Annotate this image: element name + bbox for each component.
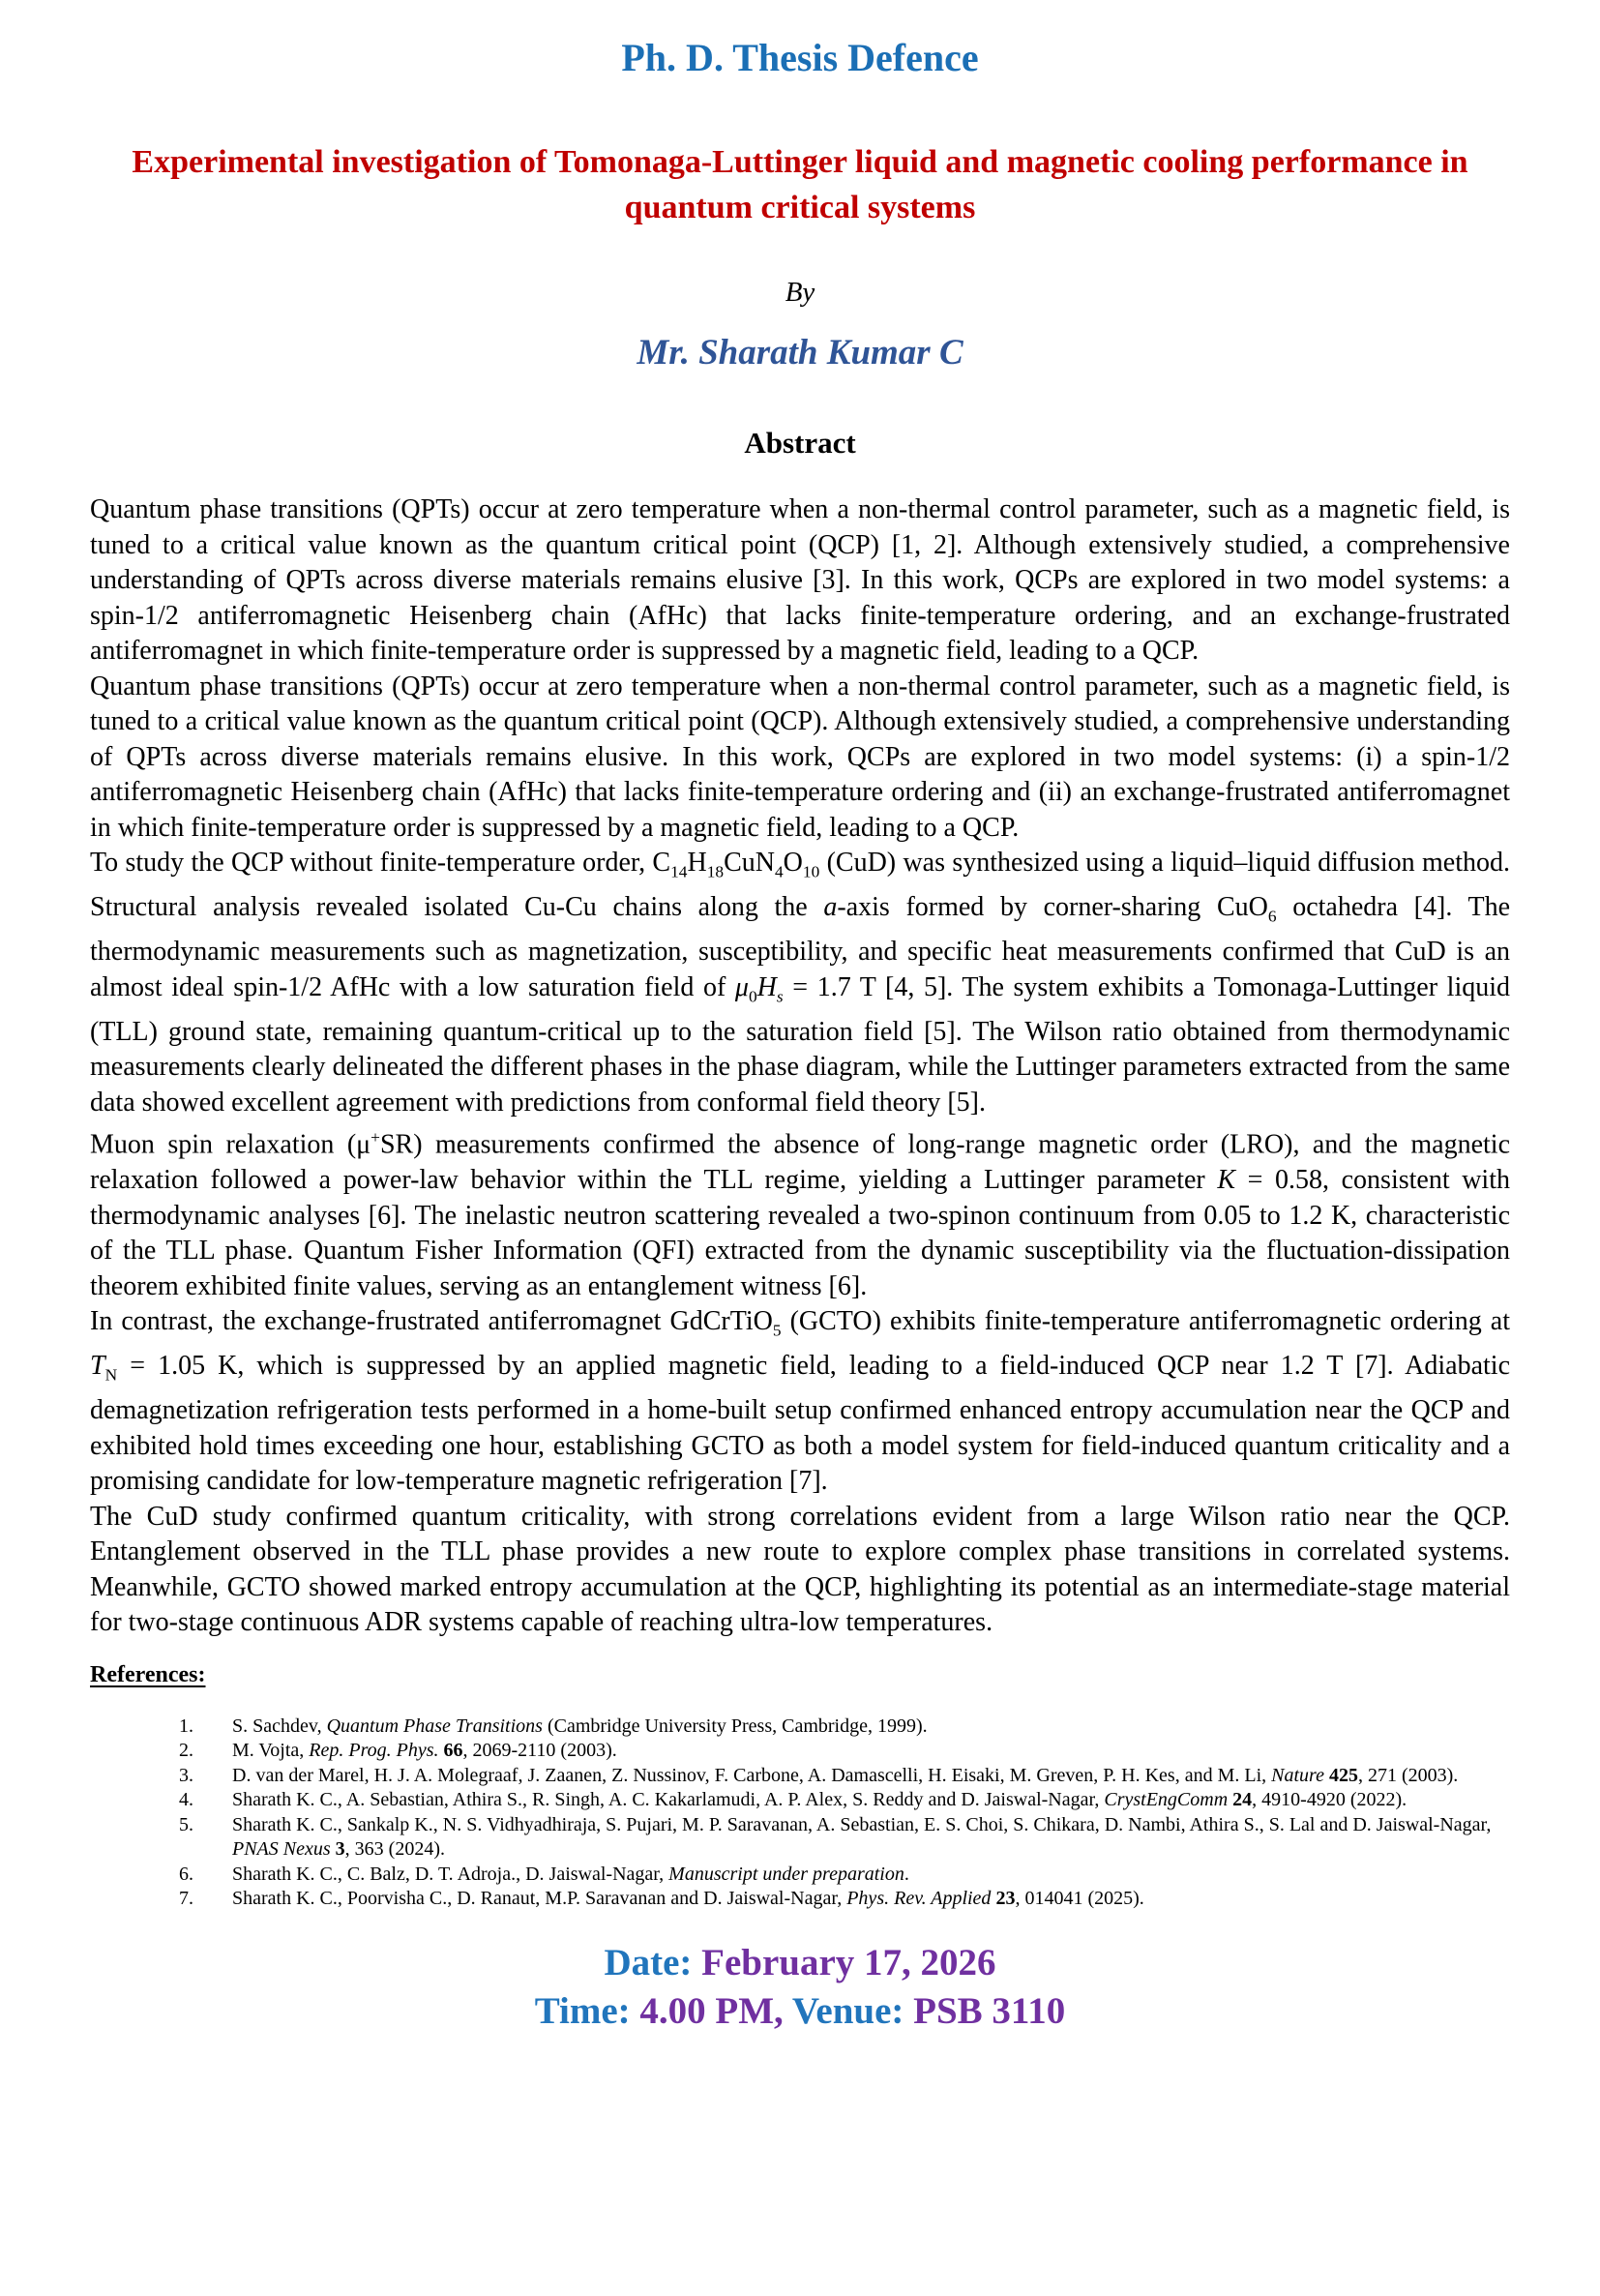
text-run: 425 <box>1328 1764 1358 1786</box>
text-run: , 363 (2024). <box>344 1838 445 1861</box>
text-run: Date: <box>604 1941 702 1983</box>
text-run: H <box>687 848 707 878</box>
text-run: To study the QCP without finite-temperature order, C <box>90 848 671 878</box>
text-run: Quantum phase transitions (QPTs) occur at zero temperature when a non-thermal control parameter, such as a magnetic field, is tuned to a critical value known as the quantum critical point (QCP) [1, 2]. Although extensively studied, a comprehensive understanding of QPTs across diverse materials remains elusive [3]. In this work, QCPs are explored in two model systems: a spin-1/2 antiferromagnetic Heisenberg chain (AfHc) that lacks finite-temperature ordering, and an exchange-frustrated antiferromagnet in which finite-temperature order is suppressed by a magnetic field, leading to a QCP. <box>90 494 1510 666</box>
text-run: , 271 (2003). <box>1357 1764 1459 1786</box>
reference-item <box>90 1887 1510 1912</box>
abstract-heading: Abstract <box>744 426 856 460</box>
speaker-name: Mr. Sharath Kumar C <box>637 333 963 373</box>
text-run: Sharath K. C., Sankalp K., N. S. Vidhyadhiraja, S. Pujari, M. P. Saravanan, A. Sebastian, E. S. Choi, S. Chikara, D. Nambi, Athira S., S. Lal and D. Jaiswal-Nagar, <box>232 1813 1492 1835</box>
text-run: Quantum Phase Transitions <box>326 1715 543 1737</box>
text-run: 3 <box>335 1838 345 1861</box>
text-run: , 014041 (2025). <box>1015 1888 1144 1910</box>
text-run: D. van der Marel, H. J. A. Molegraaf, J. Zaanen, Z. Nussinov, F. Carbone, A. Damascelli, H. Eisaki, M. Greven, P. H. Kes, and M. Li, <box>232 1764 1272 1786</box>
date-line <box>90 1939 1510 1987</box>
text-run: . <box>904 1863 909 1885</box>
text-run: H <box>756 971 777 1002</box>
text-run: Sharath K. C., Poorvisha C., D. Ranaut, M.P. Saravanan and D. Jaiswal-Nagar, <box>232 1888 847 1910</box>
text-run: 18 <box>706 862 725 881</box>
time-venue-line <box>90 1987 1510 2036</box>
text-run: 4.00 PM, <box>639 1989 792 2032</box>
text-run: Time: <box>534 1989 640 2032</box>
text-run: Sharath K. C., A. Sebastian, Athira S., R. Singh, A. C. Kakarlamudi, A. P. Alex, S. Reddy and D. Jaiswal-Nagar, <box>232 1789 1105 1811</box>
text-run: Venue: <box>791 1989 914 2032</box>
text-run: PSB 3110 <box>913 1989 1066 2032</box>
event-title: Ph. D. Thesis Defence <box>621 36 979 79</box>
abstract-paragraph <box>90 670 1510 847</box>
reference-item <box>90 1863 1510 1888</box>
text-run: T <box>90 1351 105 1382</box>
text-run: Sharath K. C., C. Balz, D. T. Adroja., D. Jaiswal-Nagar, <box>232 1863 669 1885</box>
reference-item <box>90 1813 1510 1863</box>
text-run: O <box>783 848 803 878</box>
text-run: February 17, 2026 <box>701 1941 996 1983</box>
by-label: By <box>785 277 815 308</box>
abstract-paragraph <box>90 1500 1510 1641</box>
text-run: CuN <box>724 848 775 878</box>
reference-item <box>90 1715 1510 1740</box>
text-run: CrystEngComm <box>1104 1789 1229 1811</box>
text-run: SR) measurements confirmed the absence of long-range magnetic order (LRO), and the magnetic relaxation followed a power-law behavior within the TLL regime, yielding a Luttinger parameter <box>90 1129 1511 1196</box>
text-run: Phys. Rev. Applied <box>846 1888 992 1910</box>
text-run: K <box>1217 1165 1236 1196</box>
reference-item <box>90 1788 1510 1813</box>
reference-item <box>90 1764 1510 1789</box>
abstract-paragraph <box>90 1120 1510 1304</box>
references-heading: References: <box>90 1661 206 1687</box>
text-run: a <box>823 892 838 923</box>
abstract-paragraph <box>90 846 1510 1120</box>
text-run: N <box>104 1365 118 1385</box>
text-run: (CuD) was synthesized using a liquid–liquid diffusion method. Structural analysis revealed isolated Cu-Cu chains along the <box>90 848 1511 923</box>
text-run: Quantum phase transitions (QPTs) occur at zero temperature when a non-thermal control parameter, such as a magnetic field, is tuned to a critical value known as the quantum critical point (QCP). Although extensively studied, a comprehensive understanding of QPTs across diverse materials remains elusive. In this work, QCPs are explored in two model systems: (i) a spin-1/2 antiferromagnetic Heisenberg chain (AfHc) that lacks finite-temperature ordering and (ii) an exchange-frustrated antiferromagnet in which finite-temperature order is suppressed by a magnetic field, leading to a QCP. <box>90 671 1510 843</box>
text-run: 6 <box>1267 907 1277 926</box>
text-run: 14 <box>670 862 688 881</box>
text-run: s <box>776 987 784 1006</box>
text-run: , 2069-2110 (2003). <box>462 1740 617 1762</box>
footer <box>90 1939 1510 2036</box>
text-run: S. Sachdev, <box>232 1715 327 1737</box>
thesis-defence-announcement <box>0 33 1600 2296</box>
text-run: The CuD study confirmed quantum criticality, with strong correlations evident from a large Wilson ratio near the QCP. Entanglement observed in the TLL phase provides a new route to explore complex phase transitions in correlated systems. Meanwhile, GCTO showed marked entropy accumulation at the QCP, highlighting its potential as an intermediate-stage material for two-stage continuous ADR systems capable of reaching ultra-low temperatures. <box>90 1501 1510 1638</box>
text-run: M. Vojta, <box>232 1740 310 1762</box>
text-run: 24 <box>1232 1789 1253 1811</box>
text-run: PNAS Nexus <box>232 1838 331 1861</box>
text-run: = 1.05 K, which is suppressed by an applied magnetic field, leading to a field-induced QCP near 1.2 T [7]. Adiabatic demagnetization refrigeration tests performed in a home-built setup confirmed enhanced entropy accumulation near the QCP and exhibited hold times exceeding one hour, establishing GCTO as both a model system for field-induced quantum criticality and a promising candidate for low-temperature magnetic refrigeration [7]. <box>90 1351 1510 1497</box>
text-run: In contrast, the exchange-frustrated antiferromagnet GdCrTiO <box>90 1306 773 1337</box>
text-run: Nature <box>1271 1764 1324 1786</box>
text-run: = 1.7 T [4, 5]. The system exhibits a Tomonaga-Luttinger liquid (TLL) ground state, remaining quantum-critical up to the saturation field [5]. The Wilson ratio obtained from thermodynamic measurements clearly delineated the different phases in the phase diagram, while the Luttinger parameters extracted from the same data showed excellent agreement with predictions from conformal field theory [5]. <box>90 971 1510 1118</box>
text-run: Manuscript under preparation <box>668 1863 904 1885</box>
abstract-paragraph <box>90 492 1510 670</box>
thesis-title: Experimental investigation of Tomonaga-Luttinger liquid and magnetic cooling performance in quantum critical systems <box>132 144 1468 225</box>
text-run: Muon spin relaxation (μ <box>90 1129 371 1160</box>
text-run: (GCTO) exhibits finite-temperature antiferromagnetic ordering at <box>781 1306 1510 1337</box>
text-run: (Cambridge University Press, Cambridge, 1999). <box>542 1715 928 1737</box>
text-run: 0 <box>748 987 757 1006</box>
abstract-body <box>90 492 1510 1641</box>
text-run: 10 <box>802 862 820 881</box>
text-run: 4 <box>774 862 784 881</box>
text-run: , 4910-4920 (2022). <box>1252 1789 1407 1811</box>
text-run: = 0.58, consistent with thermodynamic analyses [6]. The inelastic neutron scattering revealed a two-spinon continuum from 0.05 to 1.2 K, characteristic of the TLL phase. Quantum Fisher Information (QFI) extracted from the dynamic susceptibility via the fluctuation-dissipation theorem exhibited finite values, serving as an entanglement witness [6]. <box>90 1165 1510 1301</box>
text-run: octahedra [4]. The thermodynamic measurements such as magnetization, susceptibility, and specific heat measurements confirmed that CuD is an almost ideal spin-1/2 AfHc with a low saturation field of <box>90 892 1510 1002</box>
text-run: 66 <box>443 1740 463 1762</box>
abstract-paragraph <box>90 1304 1510 1500</box>
text-run: Rep. Prog. Phys. <box>309 1740 439 1762</box>
text-run: μ <box>734 971 749 1002</box>
text-run: -axis formed by corner-sharing CuO <box>837 892 1268 923</box>
text-run: + <box>370 1128 380 1148</box>
reference-item <box>90 1739 1510 1764</box>
text-run: 5 <box>772 1321 782 1340</box>
references-list <box>90 1715 1510 1912</box>
text-run: 23 <box>995 1888 1016 1910</box>
